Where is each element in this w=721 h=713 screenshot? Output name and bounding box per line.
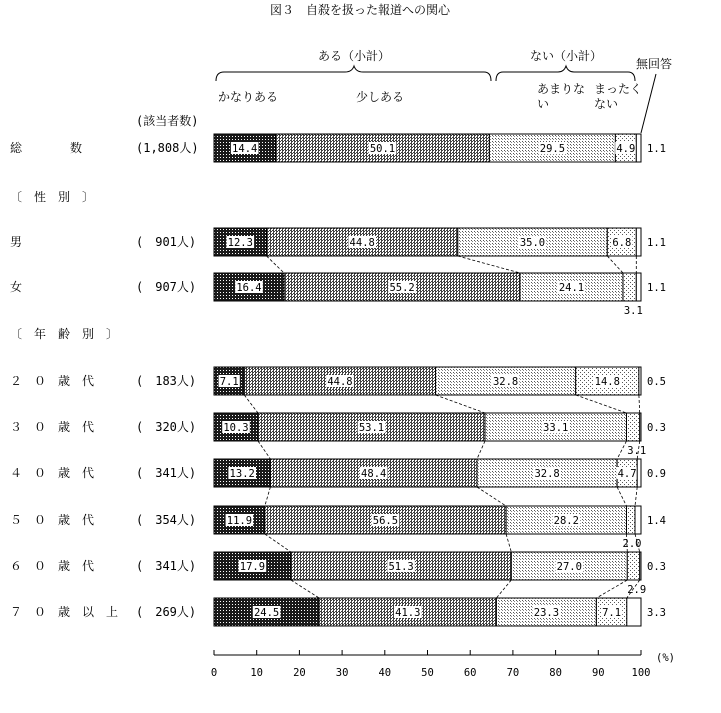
value-label: 29.5: [539, 143, 566, 155]
x-axis-unit: (%): [656, 652, 675, 664]
bar-segment: [636, 134, 641, 162]
value-label: 44.8: [327, 376, 353, 388]
row-n: ( 341人): [136, 559, 197, 573]
connector-line: [635, 487, 637, 506]
chart-title: 図３ 自殺を扱った報道への関心: [269, 3, 451, 17]
x-tick-label: 80: [549, 667, 562, 679]
bar-segment: [623, 273, 636, 301]
no-answer-value: 0.9: [647, 468, 666, 480]
connector-line: [506, 534, 511, 552]
mattaku-header-line2: ない: [594, 97, 619, 111]
value-label: 55.2: [389, 282, 415, 294]
x-tick-label: 30: [335, 667, 349, 679]
row-label: ５ ０ 歳 代: [10, 513, 95, 527]
row-label: ２ ０ 歳 代: [10, 374, 95, 388]
value-label: 28.2: [553, 515, 579, 527]
below-value-label: 3.1: [623, 305, 643, 317]
connector-line: [477, 487, 506, 506]
value-label: 32.8: [534, 468, 560, 480]
value-label: 33.1: [543, 422, 569, 434]
bar-row: [10, 134, 666, 162]
row-n: ( 901人): [136, 235, 197, 249]
row-label: ６ ０ 歳 代: [10, 559, 95, 573]
value-label: 7.1: [219, 376, 239, 388]
value-label: 51.3: [388, 561, 414, 573]
x-tick-label: 0: [210, 667, 218, 679]
value-label: 14.8: [594, 376, 620, 388]
bar-row: [10, 367, 666, 395]
row-label: 総 数: [10, 141, 83, 155]
bar-row: [10, 413, 666, 457]
connector-line: [458, 256, 520, 273]
bar-segment: [640, 552, 641, 580]
aru-bracket: [216, 66, 491, 81]
mattaku-header-line1: まったく: [594, 82, 643, 96]
value-label: 32.8: [492, 376, 519, 388]
value-label: 11.9: [226, 515, 253, 527]
no-answer-value: 1.1: [647, 143, 666, 155]
sukoshi-header: 少しある: [355, 90, 405, 104]
x-tick-label: 10: [250, 667, 264, 679]
bar-segment: [635, 506, 641, 534]
connector-line: [267, 256, 285, 273]
below-value-label: 3.1: [627, 445, 647, 457]
value-label: 7.1: [602, 607, 622, 619]
value-label: 17.9: [239, 561, 266, 573]
value-label: 50.1: [369, 143, 396, 155]
value-label: 12.3: [227, 237, 253, 249]
value-label: 4.9: [616, 143, 636, 155]
bar-segment: [627, 552, 640, 580]
row-label: ４ ０ 歳 代: [10, 466, 95, 480]
row-n: ( 183人): [136, 374, 197, 388]
n-header: (該当者数): [136, 114, 199, 128]
bar-row: [10, 552, 666, 596]
row-label: ７ ０ 歳 以 上: [10, 605, 119, 619]
bar-segment: [636, 273, 641, 301]
bar-segment: [640, 413, 641, 441]
bar-segment: [636, 228, 641, 256]
bar-row: [10, 459, 666, 487]
connector-line: [607, 256, 623, 273]
no-answer-value: 0.3: [647, 561, 666, 573]
bar-row: [10, 598, 666, 626]
value-label: 27.0: [556, 561, 582, 573]
bar-segment: [639, 367, 641, 395]
x-tick-label: 70: [506, 667, 520, 679]
bar-segment: [627, 413, 640, 441]
bar-segment: [627, 506, 636, 534]
value-label: 35.0: [519, 237, 546, 249]
row-n: ( 320人): [136, 420, 197, 434]
row-n: ( 341人): [136, 466, 197, 480]
row-n: ( 269人): [136, 605, 197, 619]
value-label: 10.3: [223, 422, 249, 434]
value-label: 24.1: [558, 282, 585, 294]
value-label: 53.1: [358, 422, 385, 434]
amari-header-line1: あまりな: [537, 82, 586, 96]
no-answer-value: 1.1: [647, 282, 666, 294]
connector-line: [617, 487, 626, 506]
connector-line: [265, 487, 271, 506]
row-n: ( 907人): [136, 280, 197, 294]
no-answer-value: 1.1: [647, 237, 666, 249]
connector-line: [496, 580, 511, 598]
value-label: 24.5: [253, 607, 280, 619]
value-label: 16.4: [236, 282, 262, 294]
no-answer-value: 0.3: [647, 422, 666, 434]
connector-line: [639, 395, 640, 413]
row-n: ( 354人): [136, 513, 197, 527]
x-tick-label: 90: [591, 667, 605, 679]
bar-row: [10, 228, 666, 256]
value-label: 4.7: [617, 468, 637, 480]
connector-line: [265, 534, 291, 552]
x-tick-label: 60: [463, 667, 477, 679]
value-label: 6.8: [612, 237, 632, 249]
no-answer-header: 無回答: [635, 57, 673, 71]
connector-line: [291, 580, 319, 598]
x-tick-label: 40: [378, 667, 392, 679]
below-value-label: 2.9: [627, 584, 647, 596]
bar-row: [10, 273, 666, 317]
group-aru-label: ある（小計）: [317, 49, 391, 63]
kanari-header: かなりある: [218, 90, 279, 104]
value-label: 13.2: [229, 468, 255, 480]
row-label: 女: [10, 280, 23, 294]
section-sex: 〔 性 別 〕: [10, 190, 95, 204]
section-age: 〔 年 齢 別 〕: [10, 327, 119, 341]
connector-line: [436, 395, 485, 413]
no-answer-value: 1.4: [647, 515, 666, 527]
no-answer-value: 0.5: [647, 376, 666, 388]
x-tick-label: 100: [631, 667, 651, 679]
no-answer-value: 3.3: [647, 607, 666, 619]
row-n: (1,808人): [136, 141, 199, 155]
value-label: 41.3: [395, 607, 421, 619]
below-value-label: 2.0: [622, 538, 642, 550]
value-label: 56.5: [372, 515, 399, 527]
value-label: 23.3: [533, 607, 560, 619]
row-label: 男: [10, 235, 23, 249]
bar-segment: [637, 459, 641, 487]
bar-segment: [627, 598, 641, 626]
connector-line: [477, 441, 485, 459]
connector-line: [244, 395, 258, 413]
value-label: 44.8: [349, 237, 375, 249]
x-tick-label: 50: [421, 667, 434, 679]
no-answer-leader-line: [641, 74, 656, 133]
value-label: 14.4: [232, 143, 258, 155]
connector-line: [596, 580, 627, 598]
nai-bracket: [496, 66, 635, 81]
connector-line: [258, 441, 270, 459]
bar-row: [10, 506, 666, 550]
x-tick-label: 20: [293, 667, 306, 679]
connector-line: [576, 395, 627, 413]
value-label: 48.4: [361, 468, 387, 480]
row-label: ３ ０ 歳 代: [10, 420, 95, 434]
group-nai-label: ない（小計）: [529, 49, 603, 63]
connector-line: [617, 441, 626, 459]
amari-header-line2: い: [537, 97, 550, 111]
